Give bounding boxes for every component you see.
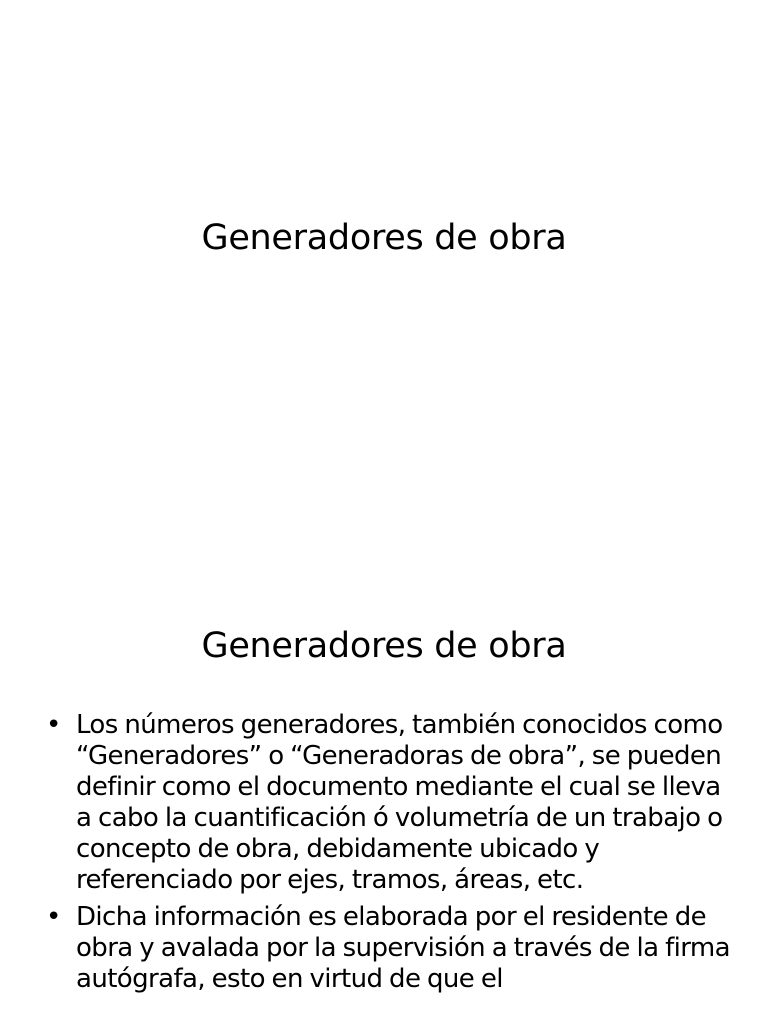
content-slide (0, 590, 768, 1024)
bullet-text: Los números generadores, también conocidos como “Generadores” o “Generadoras de obra”, se pueden definir como el documento mediante el cual se lleva a cabo la cuantificación ó volumetría de un trabajo o concepto de obra, debidamente ubicado y referenciado por ejes, tramos, áreas, etc. (76, 710, 723, 895)
bullet-text: Dicha información es elaborada por el residente de obra y avalada por la supervisión a través de la firma autógrafa, esto en virtud de que el (76, 902, 730, 994)
bullet-list (46, 710, 736, 1001)
bullet-dot-icon: • (46, 710, 61, 740)
slide-title: Generadores de obra (201, 626, 567, 666)
bullet-dot-icon: • (46, 902, 61, 932)
title-slide (0, 0, 768, 500)
slide-title: Generadores de obra (201, 218, 567, 258)
bullet-item (46, 710, 736, 896)
bullet-item (46, 902, 736, 995)
